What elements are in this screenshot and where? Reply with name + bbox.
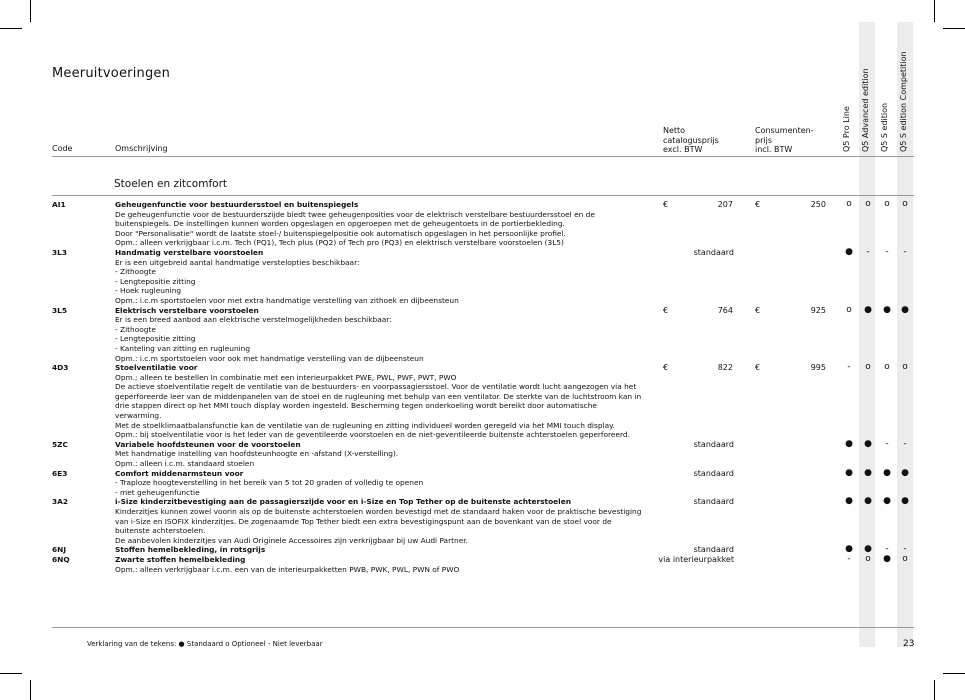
availability-marker: - <box>885 246 889 257</box>
availability-marker: ● <box>845 496 853 507</box>
option-detail-line: - Kanteling van zitting en rugleuning <box>115 343 251 353</box>
option-detail-line: Opm.: bij stoelventilatie voor is het leder van de geventileerde voorstoelen en de niet-geventileerde buitenste achterstoelen geperforeerd. <box>115 430 630 440</box>
crop-mark <box>30 680 31 700</box>
currency-symbol: € <box>755 200 761 209</box>
crop-mark <box>30 0 31 22</box>
section-divider <box>52 195 914 196</box>
currency-symbol: € <box>663 200 669 209</box>
option-detail-line: - met geheugenfunctie <box>115 487 200 497</box>
crop-mark <box>0 28 22 29</box>
availability-marker: - <box>903 544 907 555</box>
standard-label: via interieurpakket <box>658 554 734 564</box>
availability-marker: o <box>884 199 890 209</box>
availability-marker: o <box>902 553 908 564</box>
option-detail-line: De geheugenfunctie voor de bestuurderszijde biedt twee geheugenposities voor de elektrisch verstelbare bestuurdersstoel en de buitenspiegels. De instellingen kunnen worden opgeslagen en opgeroepen met de geheugentoets in de portierbekleding. <box>115 209 595 229</box>
availability-marker: o <box>902 199 908 209</box>
option-detail-line: De aanbevolen kinderzitjes van Audi Originele Accessoires zijn verkrijgbaar bij uw Audi Partner. <box>115 535 468 545</box>
option-name: Stoffen hemelbekleding, in rotsgrijs <box>115 545 266 555</box>
option-detail-line: Opm.: i.c.m sportstoelen voor met extra handmatige verstelling van zithoek en dijbeensteun <box>115 295 459 305</box>
option-detail-line: - Zithoogte <box>115 324 156 334</box>
availability-marker: o <box>884 362 890 373</box>
option-description <box>115 306 643 364</box>
option-name: Zwarte stoffen hemelbekleding <box>115 554 246 564</box>
legend: Verklaring van de tekens: ● Standaard o Optioneel - Niet leverbaar <box>87 640 323 648</box>
option-code: AI1 <box>52 200 66 209</box>
option-detail-line: - Traploze hoogteverstelling in het bereik van 5 tot 20 graden of volledig te openen <box>115 478 424 488</box>
availability-marker: ● <box>883 467 891 478</box>
availability-marker: ● <box>883 553 891 564</box>
option-code: 5ZC <box>52 439 68 449</box>
availability-marker: ● <box>845 438 853 449</box>
availability-marker: o <box>846 304 852 315</box>
option-name: Geheugenfunctie voor bestuurdersstoel en buitenspiegels <box>115 200 359 209</box>
option-code: 3A2 <box>52 497 69 507</box>
crop-mark <box>943 673 965 674</box>
crop-mark <box>934 680 935 700</box>
availability-marker: ● <box>845 544 853 555</box>
option-description <box>115 363 643 440</box>
availability-marker: ● <box>864 467 872 478</box>
availability-marker: - <box>903 438 907 449</box>
page-number: 23 <box>903 639 915 649</box>
availability-marker: ● <box>864 438 872 449</box>
availability-marker: o <box>902 362 908 373</box>
option-detail-line: De actieve stoelventilatie regelt de ventilatie van de bestuurders- en voorpassagiersstoel. Voor de ventilatie wordt lucht aangezogen via het geperforeerde leer van de middenpanelen van de stoel en de rugleuning met behulp van een ventilator. De sterkte van de luchtstroom kan in drie stappen direct op het MMI touch display worden ingesteld. Bescherming tegen onderkoeling wordt bereikt door automatische verwarming. <box>115 382 642 421</box>
option-detail-line: - Zithoogte <box>115 267 156 277</box>
availability-marker: ● <box>864 304 872 315</box>
option-detail-line: Door "Personalisatie" wordt de laatste stoel-/ buitenspiegelpositie ook automatisch opgeslagen in het persoonlijke profiel. <box>115 228 566 238</box>
crop-mark <box>943 28 965 29</box>
option-description <box>115 555 643 574</box>
options-table <box>52 200 914 574</box>
option-code: 6E3 <box>52 468 68 478</box>
option-description <box>115 497 643 545</box>
header-net-price: Netto catalogusprijs excl. BTW <box>663 126 719 154</box>
currency-symbol: € <box>663 363 669 373</box>
net-price: 822 <box>717 363 733 373</box>
option-name: Stoelventilatie voor <box>115 363 198 373</box>
option-code: 6NJ <box>52 545 67 555</box>
option-detail-line: - Hoek rugleuning <box>115 286 182 296</box>
option-detail-line: Er is een uitgebreid aantal handmatige verstelopties beschikbaar: <box>115 257 360 267</box>
availability-marker: ● <box>845 467 853 478</box>
option-detail-line: Met de stoelklimaatbalansfunctie kan de ventilatie van de rugleuning en zitting individueel worden geregeld via het MMI touch display. <box>115 420 615 430</box>
table-row <box>52 363 914 440</box>
availability-marker: - <box>885 438 889 449</box>
table-row <box>52 545 914 555</box>
header-description: Omschrijving <box>115 144 168 153</box>
footer-divider <box>52 627 914 628</box>
availability-marker: - <box>903 246 907 257</box>
option-detail-line: - Lengtepositie zitting <box>115 334 196 344</box>
standard-label: standaard <box>693 247 734 257</box>
availability-marker: ● <box>864 544 872 555</box>
option-code: 3L5 <box>52 305 67 315</box>
option-description <box>115 469 643 498</box>
option-name: Comfort middenarmsteun voor <box>115 468 244 478</box>
option-detail-line: Opm.: i.c.m sportstoelen voor ook met handmatige verstelling van de dijbeensteun <box>115 353 424 363</box>
availability-marker: ● <box>901 467 909 478</box>
option-detail-line: Er is een breed aanbod aan elektrische verstelmogelijkheden beschikbaar: <box>115 315 392 325</box>
consumer-price: 250 <box>810 200 826 209</box>
header-model-3: Q5 S edition <box>880 102 889 152</box>
standard-label: standaard <box>693 497 734 507</box>
table-row <box>52 248 914 306</box>
availability-marker: ● <box>864 496 872 507</box>
option-detail-line: Opm.: alleen verkrijgbaar i.c.m. Tech (PQ1), Tech plus (PQ2) of Tech pro (PQ3) en elektrisch verstelbare voorstoelen (3L5) <box>115 238 564 248</box>
table-row <box>52 200 914 248</box>
table-row <box>52 469 914 498</box>
option-name: Handmatig verstelbare voorstoelen <box>115 247 264 257</box>
table-row <box>52 440 914 469</box>
option-description <box>115 545 643 555</box>
option-description <box>115 248 643 306</box>
option-name: Variabele hoofdsteunen voor de voorstoelen <box>115 439 301 449</box>
availability-marker: o <box>865 362 871 373</box>
header-divider <box>52 156 914 157</box>
currency-symbol: € <box>755 305 761 315</box>
availability-marker: - <box>847 362 851 373</box>
availability-marker: ● <box>883 304 891 315</box>
table-row <box>52 555 914 574</box>
header-code: Code <box>52 144 73 153</box>
header-model-2: Q5 Advanced edition <box>861 68 870 152</box>
standard-label: standaard <box>693 439 734 449</box>
table-row <box>52 497 914 545</box>
availability-marker: ● <box>901 496 909 507</box>
header-model-4: Q5 S edition Competition <box>899 51 908 152</box>
option-code: 4D3 <box>52 363 69 373</box>
availability-marker: o <box>846 199 852 209</box>
option-detail-line: Kinderzitjes kunnen zowel voorin als op de buitenste achterstoelen worden bevestigd met de standaard haken voor de praktische bevestiging van i-Size en ISOFIX kinderzitjes. De zogenaamde Top Tether biedt een extra bevestigingspunt aan de bovenkant van de stoel voor de buitenste achterstoelen. <box>115 507 642 536</box>
section-title: Stoelen en zitcomfort <box>114 178 228 190</box>
availability-marker: ● <box>845 246 853 257</box>
option-description <box>115 440 643 469</box>
table-row <box>52 306 914 364</box>
crop-mark <box>0 673 22 674</box>
consumer-price: 995 <box>810 363 826 373</box>
option-detail-line: Opm.: alleen i.c.m. standaard stoelen <box>115 459 255 469</box>
option-description <box>115 200 643 248</box>
option-detail-line: Opm.: alleen verkrijgbaar i.c.m. een van de interieurpakketten PWB, PWK, PWL, PWN of PWO <box>115 564 460 574</box>
header-model-1: Q5 Pro Line <box>842 106 851 152</box>
standard-label: standaard <box>693 468 734 478</box>
header-consumer-price: Consumenten- prijs incl. BTW <box>755 126 814 154</box>
option-detail-line: - Lengtepositie zitting <box>115 276 196 286</box>
availability-marker: - <box>866 246 870 257</box>
availability-marker: - <box>885 544 889 555</box>
availability-marker: ● <box>901 304 909 315</box>
standard-label: standaard <box>693 545 734 555</box>
option-name: Elektrisch verstelbare voorstoelen <box>115 305 259 315</box>
availability-marker: - <box>847 553 851 564</box>
option-code: 6NQ <box>52 554 70 564</box>
currency-symbol: € <box>755 363 761 373</box>
availability-marker: o <box>865 553 871 564</box>
page-title: Meeruitvoeringen <box>52 66 171 81</box>
option-detail-line: Opm.; alleen te bestellen In combinatie met een interieurpakket PWE, PWL, PWF, PWT, PWO <box>115 372 457 382</box>
availability-marker: ● <box>883 496 891 507</box>
availability-marker: o <box>865 199 871 209</box>
currency-symbol: € <box>663 305 669 315</box>
net-price: 764 <box>717 305 733 315</box>
option-name: i-Size kinderzitbevestiging aan de passagierszijde voor en i-Size en Top Tether op de buitenste achterstoelen <box>115 497 571 507</box>
option-code: 3L3 <box>52 247 67 257</box>
option-detail-line: Met handmatige instelling van hoofdsteunhoogte en -afstand (X-verstelling). <box>115 449 399 459</box>
net-price: 207 <box>717 200 733 209</box>
consumer-price: 925 <box>810 305 826 315</box>
crop-mark <box>934 0 935 22</box>
